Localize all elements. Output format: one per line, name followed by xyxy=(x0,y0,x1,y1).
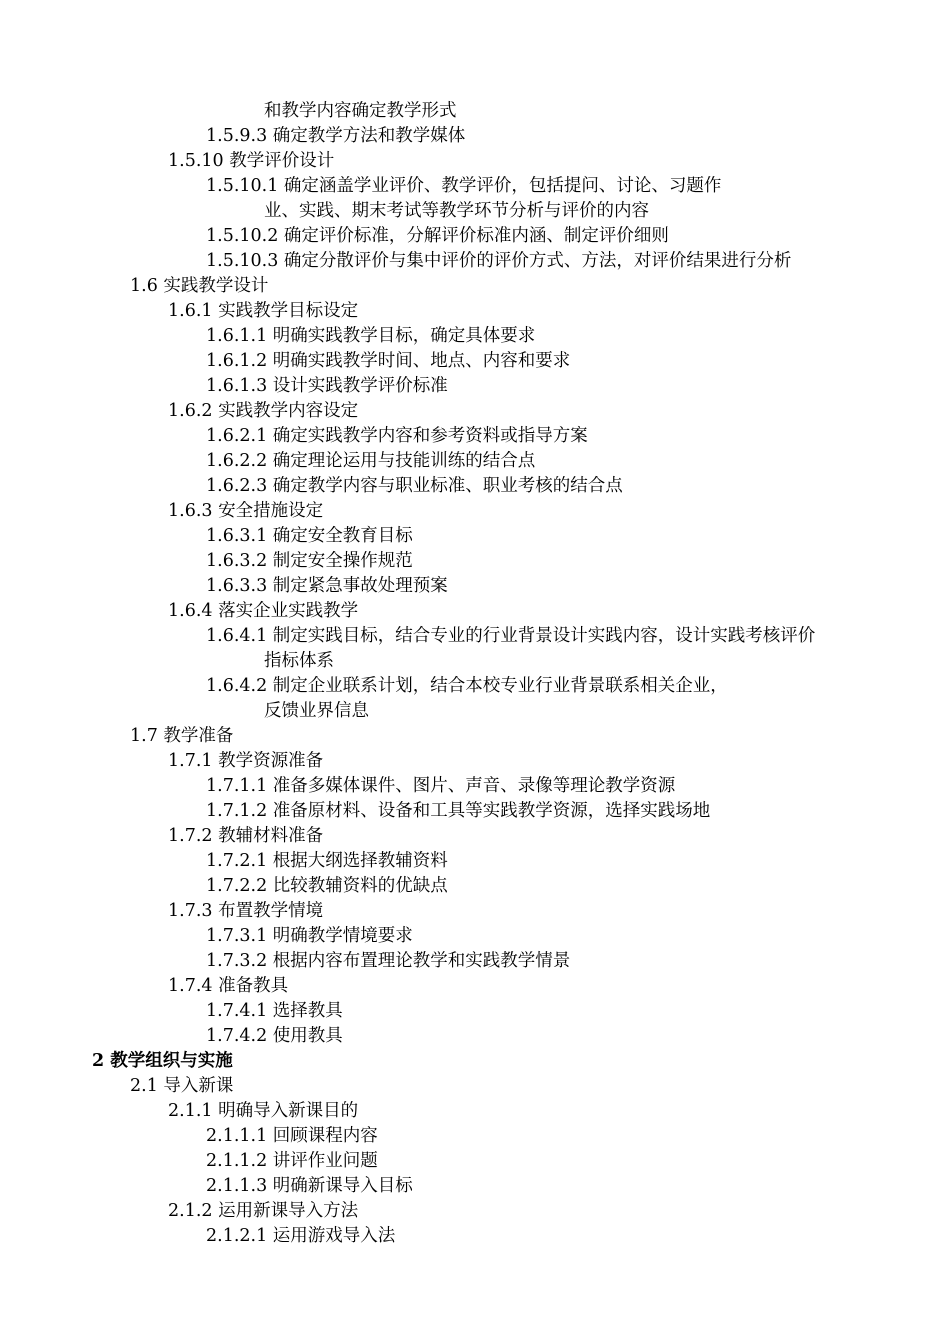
outline-item-level4: 1.6.2.1 确定实践教学内容和参考资料或指导方案 xyxy=(206,426,588,446)
outline-item-level2: 1.7 教学准备 xyxy=(130,726,234,746)
outline-item-level4: 1.6.1.1 明确实践教学目标，确定具体要求 xyxy=(206,326,536,346)
outline-line-continuation: 和教学内容确定教学形式 xyxy=(264,101,457,121)
outline-item-level4: 1.6.2.3 确定教学内容与职业标准、职业考核的结合点 xyxy=(206,476,623,496)
outline-item-level3: 1.6.2 实践教学内容设定 xyxy=(168,401,359,421)
outline-item-level3: 2.1.2 运用新课导入方法 xyxy=(168,1201,359,1221)
outline-item-level4: 1.6.4.1 制定实践目标，结合专业的行业背景设计实践内容，设计实践考核评价 xyxy=(206,626,816,646)
outline-item-level4: 2.1.2.1 运用游戏导入法 xyxy=(206,1226,396,1246)
outline-item-level4: 1.6.3.1 确定安全教育目标 xyxy=(206,526,413,546)
outline-item-level3: 1.6.3 安全措施设定 xyxy=(168,501,324,521)
outline-item-level4: 1.7.4.1 选择教具 xyxy=(206,1001,343,1021)
outline-item-level4: 1.5.10.2 确定评价标准，分解评价标准内涵、制定评价细则 xyxy=(206,226,669,246)
outline-item-level4: 1.7.2.2 比较教辅资料的优缺点 xyxy=(206,876,448,896)
outline-item-level3: 1.6.4 落实企业实践教学 xyxy=(168,601,359,621)
outline-item-level3: 1.5.10 教学评价设计 xyxy=(168,151,335,171)
outline-item-level4: 1.6.3.3 制定紧急事故处理预案 xyxy=(206,576,448,596)
outline-item-level4: 1.6.1.3 设计实践教学评价标准 xyxy=(206,376,448,396)
outline-item-level4: 2.1.1.1 回顾课程内容 xyxy=(206,1126,378,1146)
outline-item-level3: 2.1.1 明确导入新课目的 xyxy=(168,1101,359,1121)
outline-item-level3: 1.7.1 教学资源准备 xyxy=(168,751,324,771)
outline-item-level4: 2.1.1.3 明确新课导入目标 xyxy=(206,1176,413,1196)
outline-item-level4: 1.7.3.1 明确教学情境要求 xyxy=(206,926,413,946)
outline-item-level4: 1.5.10.1 确定涵盖学业评价、教学评价，包括提问、讨论、习题作 xyxy=(206,176,722,196)
outline-item-level4: 1.6.4.2 制定企业联系计划，结合本校专业行业背景联系相关企业， xyxy=(206,676,728,696)
outline-item-level4: 1.6.2.2 确定理论运用与技能训练的结合点 xyxy=(206,451,536,471)
outline-item-level2: 1.6 实践教学设计 xyxy=(130,276,269,296)
outline-item-level4: 1.6.1.2 明确实践教学时间、地点、内容和要求 xyxy=(206,351,571,371)
outline-item-level2: 2.1 导入新课 xyxy=(130,1076,234,1096)
outline-item-level4: 1.7.1.1 准备多媒体课件、图片、声音、录像等理论教学资源 xyxy=(206,776,676,796)
outline-item-level1-heading: 2 教学组织与实施 xyxy=(92,1051,233,1071)
outline-item-level3: 1.7.2 教辅材料准备 xyxy=(168,826,324,846)
outline-item-level4: 1.6.3.2 制定安全操作规范 xyxy=(206,551,413,571)
outline-line-continuation: 反馈业界信息 xyxy=(264,701,369,721)
outline-item-level3: 1.7.4 准备教具 xyxy=(168,976,289,996)
outline-item-level3: 1.7.3 布置教学情境 xyxy=(168,901,324,921)
outline-item-level4: 1.7.4.2 使用教具 xyxy=(206,1026,343,1046)
outline-item-level4: 2.1.1.2 讲评作业问题 xyxy=(206,1151,378,1171)
outline-item-level4: 1.7.3.2 根据内容布置理论教学和实践教学情景 xyxy=(206,951,571,971)
outline-item-level3: 1.6.1 实践教学目标设定 xyxy=(168,301,359,321)
outline-line-continuation: 指标体系 xyxy=(264,651,334,671)
outline-line-continuation: 业、实践、期末考试等教学环节分析与评价的内容 xyxy=(264,201,649,221)
outline-item-level4: 1.7.2.1 根据大纲选择教辅资料 xyxy=(206,851,448,871)
outline-item-level4: 1.7.1.2 准备原材料、设备和工具等实践教学资源，选择实践场地 xyxy=(206,801,711,821)
outline-item-level4: 1.5.10.3 确定分散评价与集中评价的评价方式、方法，对评价结果进行分析 xyxy=(206,251,792,271)
outline-item-level4: 1.5.9.3 确定教学方法和教学媒体 xyxy=(206,126,466,146)
